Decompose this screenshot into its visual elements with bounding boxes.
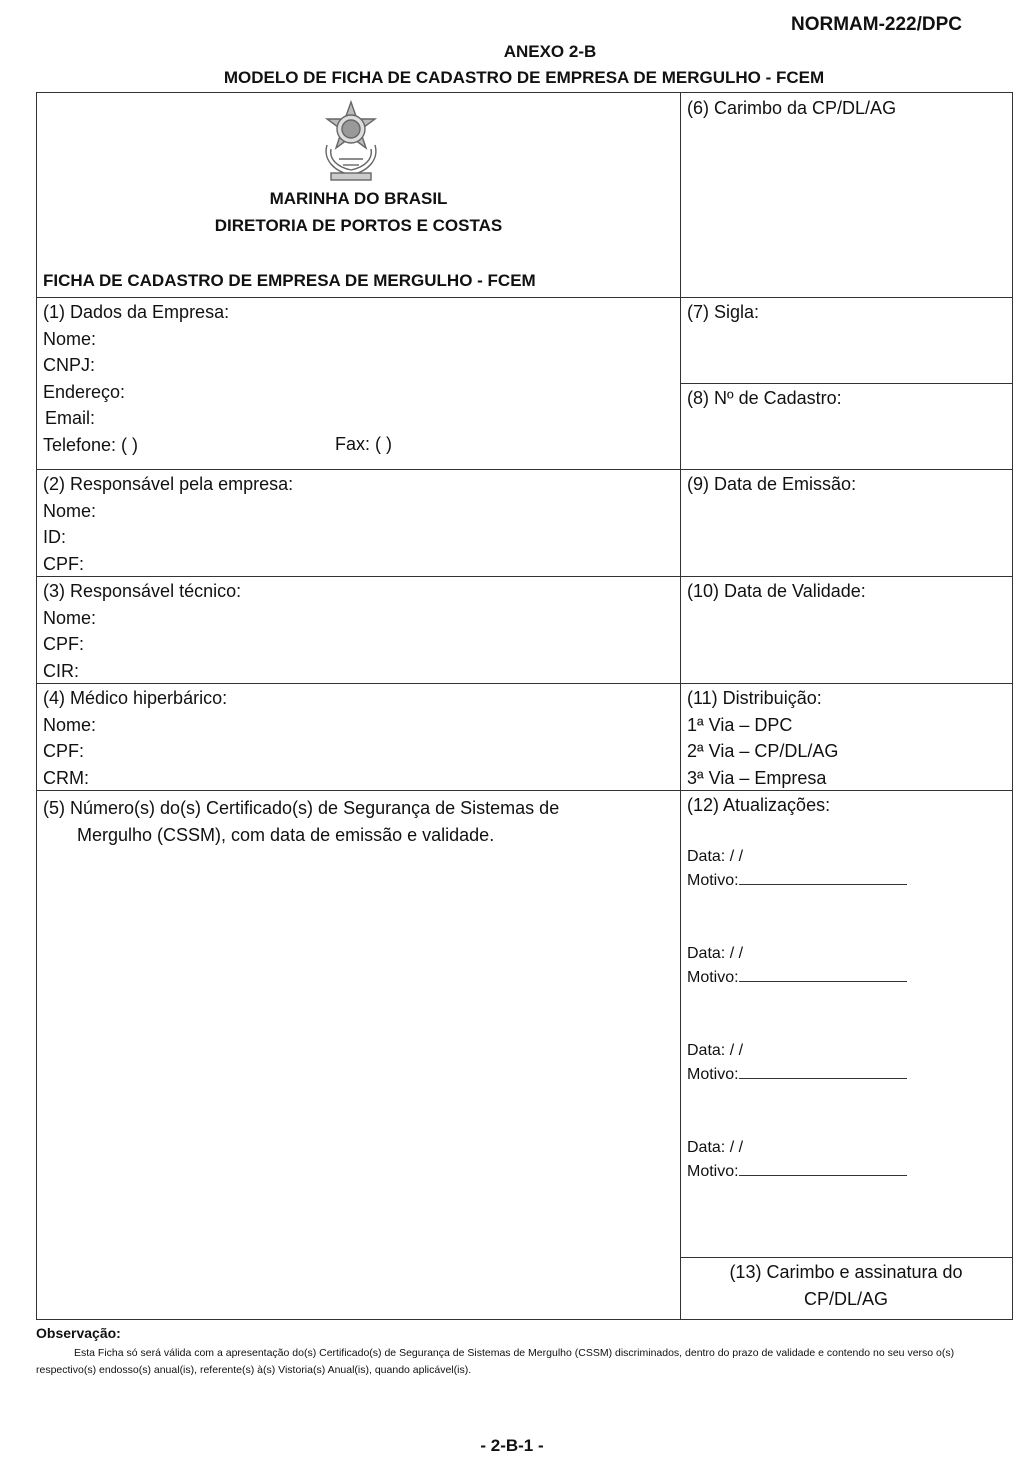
cssm-line-1: (5) Número(s) do(s) Certificado(s) de Segurança de Sistemas de: [43, 798, 560, 818]
update-reason-label: Motivo:: [687, 1163, 739, 1180]
distribution-heading: (11) Distribuição:: [687, 688, 822, 708]
responsible-section: [43, 471, 293, 577]
stamp-signature-line-1: (13) Carimbo e assinatura do: [729, 1262, 963, 1282]
technical-cir-label: CIR:: [43, 660, 79, 681]
update-reason-line: [739, 870, 907, 885]
distribution-copy-1: 1ª Via – DPC: [687, 714, 793, 735]
distribution-copy-3: 3ª Via – Empresa: [687, 767, 827, 788]
doctor-heading: (4) Médico hiperbárico:: [43, 688, 228, 708]
technical-name-label: Nome:: [43, 607, 97, 628]
technical-cpf-label: CPF:: [43, 634, 85, 654]
form-title: FICHA DE CADASTRO DE EMPRESA DE MERGULHO - FCEM: [43, 271, 536, 290]
doctor-name-label: Nome:: [43, 714, 97, 735]
row-divider: [680, 383, 1012, 384]
cssm-line-2: Mergulho (CSSM), com data de emissão e validade.: [77, 824, 495, 845]
page-number: - 2-B-1 -: [480, 1436, 544, 1455]
update-entry: [687, 1136, 907, 1184]
organization-name: MARINHA DO BRASIL: [269, 189, 448, 208]
document-code: NORMAM-222/DPC: [790, 14, 962, 35]
field-issue-date: (9) Data de Emissão:: [687, 474, 857, 494]
company-phone-label: Telefone: ( ): [43, 434, 139, 455]
doctor-section: [43, 685, 227, 791]
row-divider: [37, 469, 1012, 470]
company-email-label: Email:: [45, 408, 96, 428]
update-date-label: Data: / /: [687, 1139, 744, 1156]
update-reason-line: [739, 967, 907, 982]
distribution-copy-2: 2ª Via – CP/DL/AG: [687, 741, 839, 761]
organization-department: DIRETORIA DE PORTOS E COSTAS: [214, 216, 503, 235]
field-acronym: (7) Sigla:: [687, 302, 760, 322]
column-divider: [680, 93, 681, 1319]
field-validity-date: (10) Data de Validade:: [687, 581, 866, 601]
doctor-cpf-label: CPF:: [43, 741, 85, 761]
annex-title: ANEXO 2-B: [503, 42, 597, 61]
update-entry: [687, 1039, 907, 1087]
row-divider: [37, 297, 1012, 298]
model-title: MODELO DE FICHA DE CADASTRO DE EMPRESA DE MERGULHO - FCEM: [223, 68, 825, 87]
update-reason-label: Motivo:: [687, 969, 739, 986]
company-name-label: Nome:: [43, 328, 97, 349]
update-date-label: Data: / /: [687, 945, 744, 962]
responsible-cpf-label: CPF:: [43, 553, 85, 574]
stamp-signature-section: [680, 1259, 1012, 1313]
company-fax-label: Fax: ( ): [335, 434, 392, 454]
observation-title: Observação:: [36, 1325, 121, 1341]
company-heading: (1) Dados da Empresa:: [43, 302, 230, 322]
registration-form: [36, 92, 1013, 1320]
responsible-name-label: Nome:: [43, 500, 97, 521]
update-date-label: Data: / /: [687, 1042, 744, 1059]
field-stamp-cp: (6) Carimbo da CP/DL/AG: [687, 98, 897, 118]
stamp-signature-line-2: CP/DL/AG: [803, 1289, 889, 1309]
row-divider: [680, 1257, 1012, 1258]
update-entry: [687, 845, 907, 893]
technical-heading: (3) Responsável técnico:: [43, 581, 242, 601]
update-reason-line: [739, 1064, 907, 1079]
update-date-label: Data: / /: [687, 848, 744, 865]
company-address-label: Endereço:: [43, 381, 126, 402]
update-reason-line: [739, 1161, 907, 1176]
doctor-crm-label: CRM:: [43, 767, 89, 788]
company-cnpj-label: CNPJ:: [43, 355, 96, 375]
responsible-heading: (2) Responsável pela empresa:: [43, 474, 294, 494]
field-registration-number: (8) Nº de Cadastro:: [687, 388, 842, 408]
brazil-coat-of-arms-icon: [315, 99, 387, 183]
update-reason-label: Motivo:: [687, 872, 739, 889]
responsible-id-label: ID:: [43, 527, 67, 547]
observation-text: Esta Ficha só será válida com a apresentação do(s) Certificado(s) de Segurança de Sistemas de Mergulho (CSSM) discriminados, dentro do prazo de validade e contendo no seu verso o(s) respectivo(s) endosso(s) anual(is), referente(s) à(s) Vistoria(s) Anual(is), quando aplicável(is).: [36, 1347, 955, 1376]
technical-section: [43, 578, 241, 684]
updates-heading: (12) Atualizações:: [687, 795, 831, 815]
distribution-section: [687, 685, 838, 791]
cssm-section: [43, 795, 663, 848]
update-reason-label: Motivo:: [687, 1066, 739, 1083]
update-entry: [687, 942, 907, 990]
company-section: [43, 299, 229, 458]
